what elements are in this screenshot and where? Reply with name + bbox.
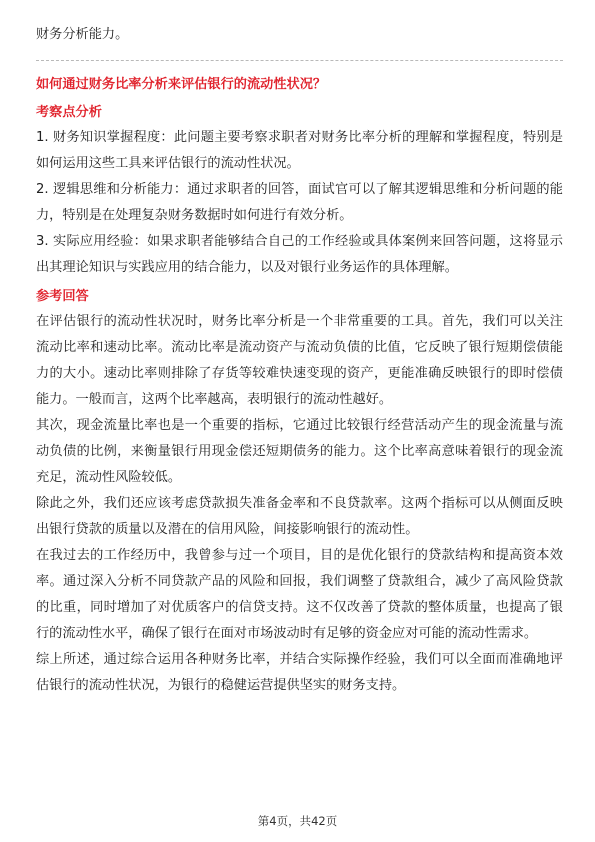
answer-paragraph-3: 除此之外，我们还应该考虑贷款损失准备金率和不良贷款率。这两个指标可以从侧面反映出银行贷款的质量以及潜在的信用风险，间接影响银行的流动性。 (36, 496, 563, 537)
answer-paragraph-4: 在我过去的工作经历中，我曾参与过一个项目，目的是优化银行的贷款结构和提高资本效率。通过深入分析不同贷款产品的风险和回报，我们调整了贷款组合，减少了高风险贷款的比重，同时增加了对优质客户的信贷支持。这不仅改善了贷款的整体质量，也提高了银行的流动性水平，确保了银行在面对市场波动时有足够的资金应对可能的流动性需求。 (36, 548, 563, 641)
section-divider (36, 60, 563, 61)
answer-paragraph-2: 其次，现金流量比率也是一个重要的指标，它通过比较银行经营活动产生的现金流量与流动负债的比例，来衡量银行用现金偿还短期债务的能力。这个比率高意味着银行的现金流充足，流动性风险较低。 (36, 418, 563, 485)
analysis-item-1: 1. 财务知识掌握程度：此问题主要考察求职者对财务比率分析的理解和掌握程度，特别是如何运用这些工具来评估银行的流动性状况。 (36, 130, 563, 171)
intro-tail-paragraph: 财务分析能力。 (36, 27, 129, 42)
analysis-heading: 考察点分析 (36, 105, 102, 120)
answer-heading: 参考回答 (36, 289, 89, 304)
analysis-item-3: 3. 实际应用经验：如果求职者能够结合自己的工作经验或具体案例来回答问题，这将显示出其理论知识与实践应用的结合能力，以及对银行业务运作的具体理解。 (36, 234, 563, 275)
analysis-item-2: 2. 逻辑思维和分析能力：通过求职者的回答，面试官可以了解其逻辑思维和分析问题的能力，特别是在处理复杂财务数据时如何进行有效分析。 (36, 182, 563, 223)
page-number-footer: 第4页，共42页 (257, 814, 338, 828)
answer-paragraph-5: 综上所述，通过综合运用各种财务比率，并结合实际操作经验，我们可以全面而准确地评估银行的流动性状况，为银行的稳健运营提供坚实的财务支持。 (36, 652, 563, 693)
answer-paragraph-1: 在评估银行的流动性状况时，财务比率分析是一个非常重要的工具。首先，我们可以关注流动比率和速动比率。流动比率是流动资产与流动负债的比值，它反映了银行短期偿债能力的大小。速动比率则排除了存货等较难快速变现的资产，更能准确反映银行的即时偿债能力。一般而言，这两个比率越高，表明银行的流动性越好。 (36, 314, 563, 407)
question-title: 如何通过财务比率分析来评估银行的流动性状况？ (36, 77, 327, 92)
page-content (36, 22, 563, 699)
